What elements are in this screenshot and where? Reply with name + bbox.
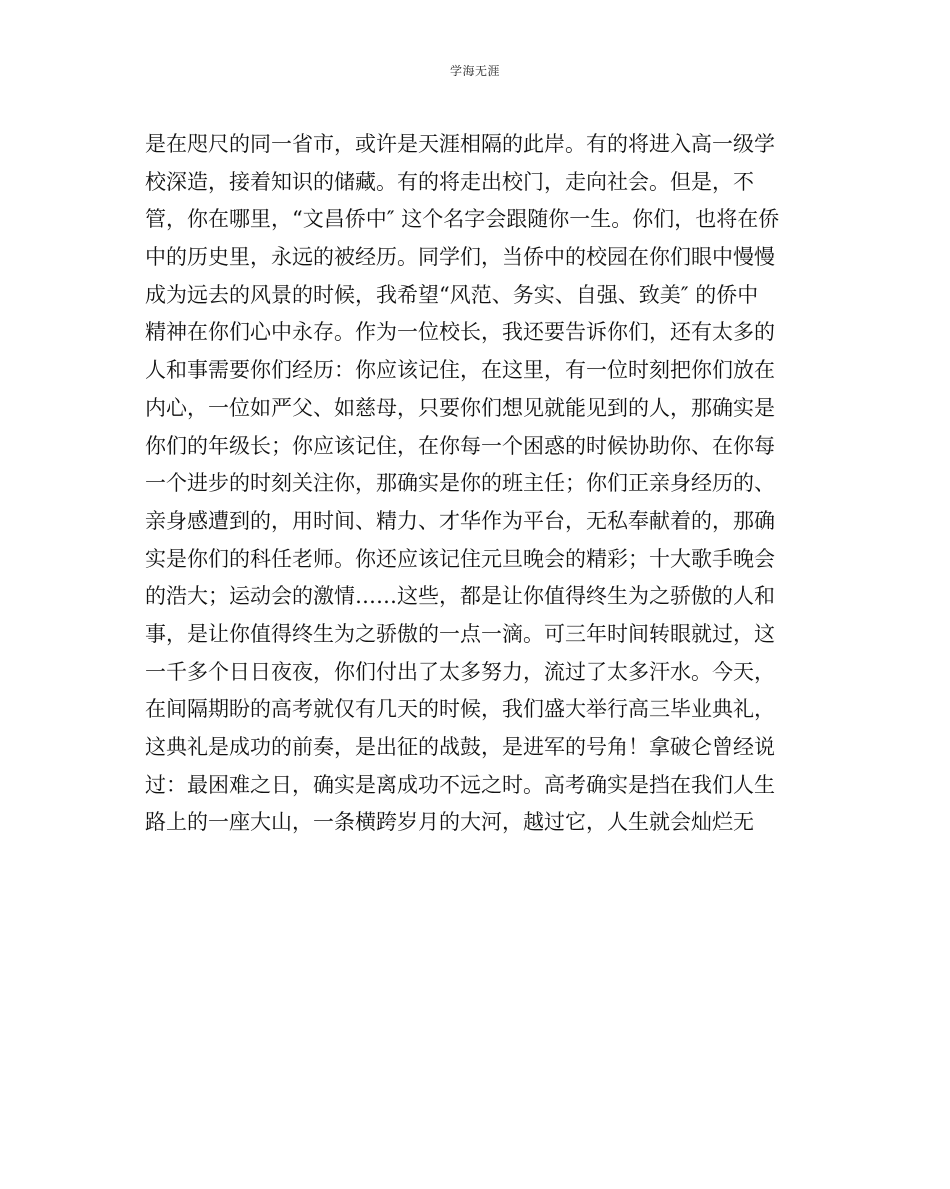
text-line: 事，是让你值得终生为之骄傲的一点一滴。可三年时间转眼就过，这: [145, 621, 775, 646]
text-line: 一个进步的时刻关注你，那确实是你的班主任；你们正亲身经历的、: [145, 471, 775, 496]
text-line: 过：最困难之日，确实是离成功不远之时。高考确实是挡在我们人生: [145, 772, 775, 797]
text-line: 成为远去的风景的时候，我希望“风范、务实、自强、致美″ 的侨中: [145, 282, 759, 307]
text-line: 校深造，接着知识的储藏。有的将走出校门，走向社会。但是，不: [145, 169, 754, 194]
body-text: [145, 126, 825, 842]
page-header: 学海无涯: [449, 64, 500, 78]
text-line: 在间隔期盼的高考就仅有几天的时候，我们盛大举行高三毕业典礼，: [145, 697, 775, 722]
text-line: 这典礼是成功的前奏，是出征的战鼓，是进军的号角！拿破仑曾经说: [145, 735, 775, 759]
text-line: 路上的一座大山，一条横跨岁月的大河，越过它，人生就会灿烂无: [145, 810, 754, 835]
text-line: 的浩大；运动会的激情……这些，都是让你值得终生为之骄傲的人和: [145, 584, 775, 609]
text-line: 人和事需要你们经历：你应该记住，在这里，有一位时刻把你们放在: [145, 358, 775, 383]
text-line: 中的历史里，永远的被经历。同学们，当侨中的校园在你们眼中慢慢: [145, 245, 775, 270]
text-line: 一千多个日日夜夜，你们付出了太多努力，流过了太多汗水。今天，: [145, 659, 775, 684]
text-line: 是在咫尺的同一省市，或许是天涯相隔的此岸。有的将进入高一级学: [145, 132, 775, 156]
text-line: 亲身感遭到的，用时间、精力、才华作为平台，无私奉献着的，那确: [145, 508, 775, 533]
text-line: 精神在你们心中永存。作为一位校长，我还要告诉你们，还有太多的: [145, 320, 775, 345]
text-line: 内心，一位如严父、如慈母，只要你们想见就能见到的人，那确实是: [145, 395, 775, 420]
text-line: 管，你在哪里，“文昌侨中″ 这个名字会跟随你一生。你们，也将在侨: [145, 207, 780, 232]
text-line: 你们的年级长；你应该记住，在你每一个困惑的时候协助你、在你每: [145, 433, 775, 458]
text-line: 实是你们的科任老师。你还应该记住元旦晚会的精彩；十大歌手晚会: [145, 546, 775, 571]
